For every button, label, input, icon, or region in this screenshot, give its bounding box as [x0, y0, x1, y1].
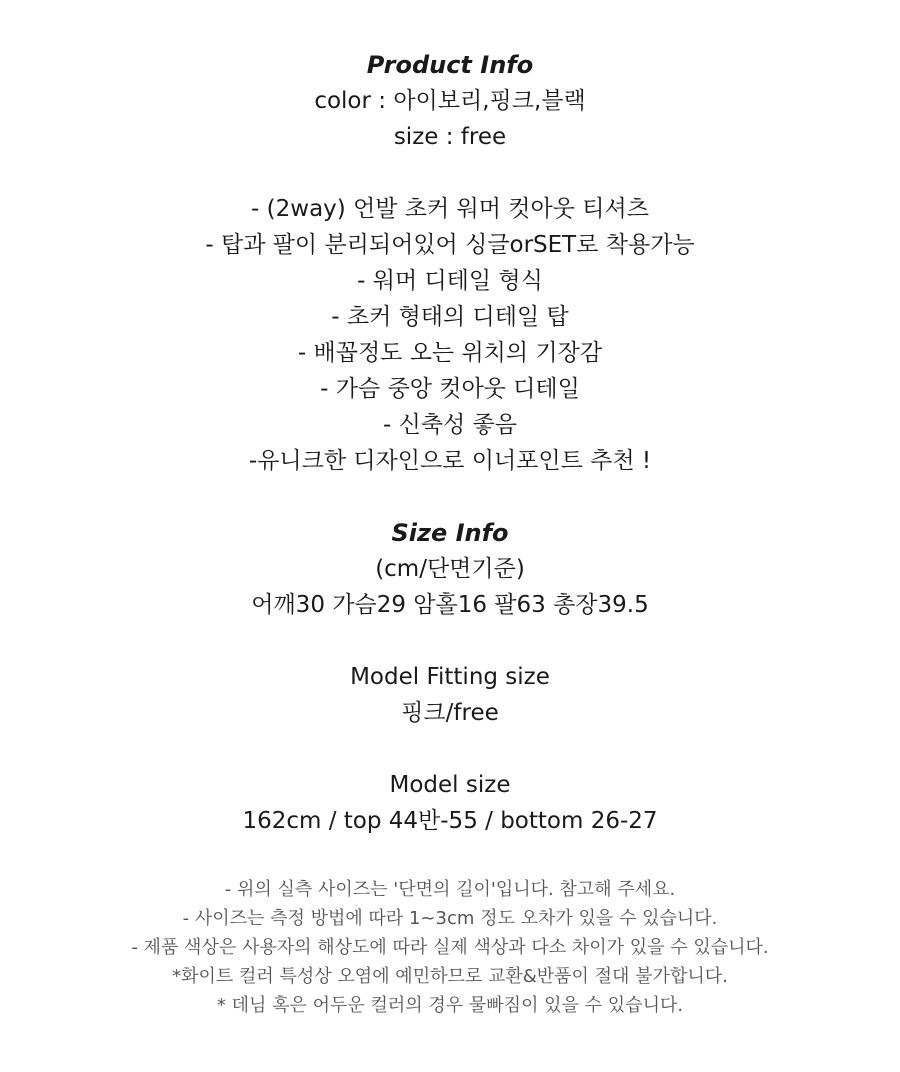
notice-line: *화이트 컬러 특성상 오염에 예민하므로 교환&반품이 절대 불가합니다.: [172, 966, 728, 987]
notice-line: - 사이즈는 측정 방법에 따라 1~3cm 정도 오차가 있을 수 있습니다.: [182, 908, 718, 929]
model-size-value: 162cm / top 44반-55 / bottom 26-27: [242, 808, 658, 834]
notice-line: * 데님 혹은 어두운 컬러의 경우 물빠짐이 있을 수 있습니다.: [216, 995, 684, 1016]
product-size-text: size : free: [393, 124, 507, 150]
product-info-heading: Product Info: [366, 51, 534, 79]
feature-line: - 배꼽정도 오는 위치의 기장감: [297, 340, 603, 366]
model-fitting-label: Model Fitting size: [350, 664, 550, 690]
size-info-heading: Size Info: [391, 519, 509, 547]
feature-line: - 워머 디테일 형식: [357, 268, 543, 294]
model-fitting-value: 핑크/free: [401, 700, 499, 726]
product-color-text: color : 아이보리,핑크,블랙: [314, 88, 586, 114]
notice-line: - 제품 색상은 사용자의 해상도에 따라 실제 색상과 다소 차이가 있을 수 있습니다.: [131, 937, 769, 958]
feature-line: - 탑과 팔이 분리되어있어 싱글orSET로 착용가능: [205, 232, 695, 258]
feature-line: - 신축성 좋음: [382, 412, 517, 438]
size-measurements-text: 어깨30 가슴29 암홀16 팔63 총장39.5: [251, 592, 649, 618]
feature-line: - 초커 형태의 디테일 탑: [331, 304, 569, 330]
model-size-label: Model size: [389, 772, 511, 798]
feature-line: - 가슴 중앙 컷아웃 디테일: [320, 376, 580, 402]
notice-line: - 위의 실측 사이즈는 '단면의 길이'입니다. 참고해 주세요.: [224, 879, 676, 900]
feature-line: - (2way) 언발 초커 워머 컷아웃 티셔츠: [251, 196, 649, 222]
feature-line: -유니크한 디자인으로 이너포인트 추천 !: [248, 448, 652, 474]
size-unit-text: (cm/단면기준): [375, 556, 525, 582]
